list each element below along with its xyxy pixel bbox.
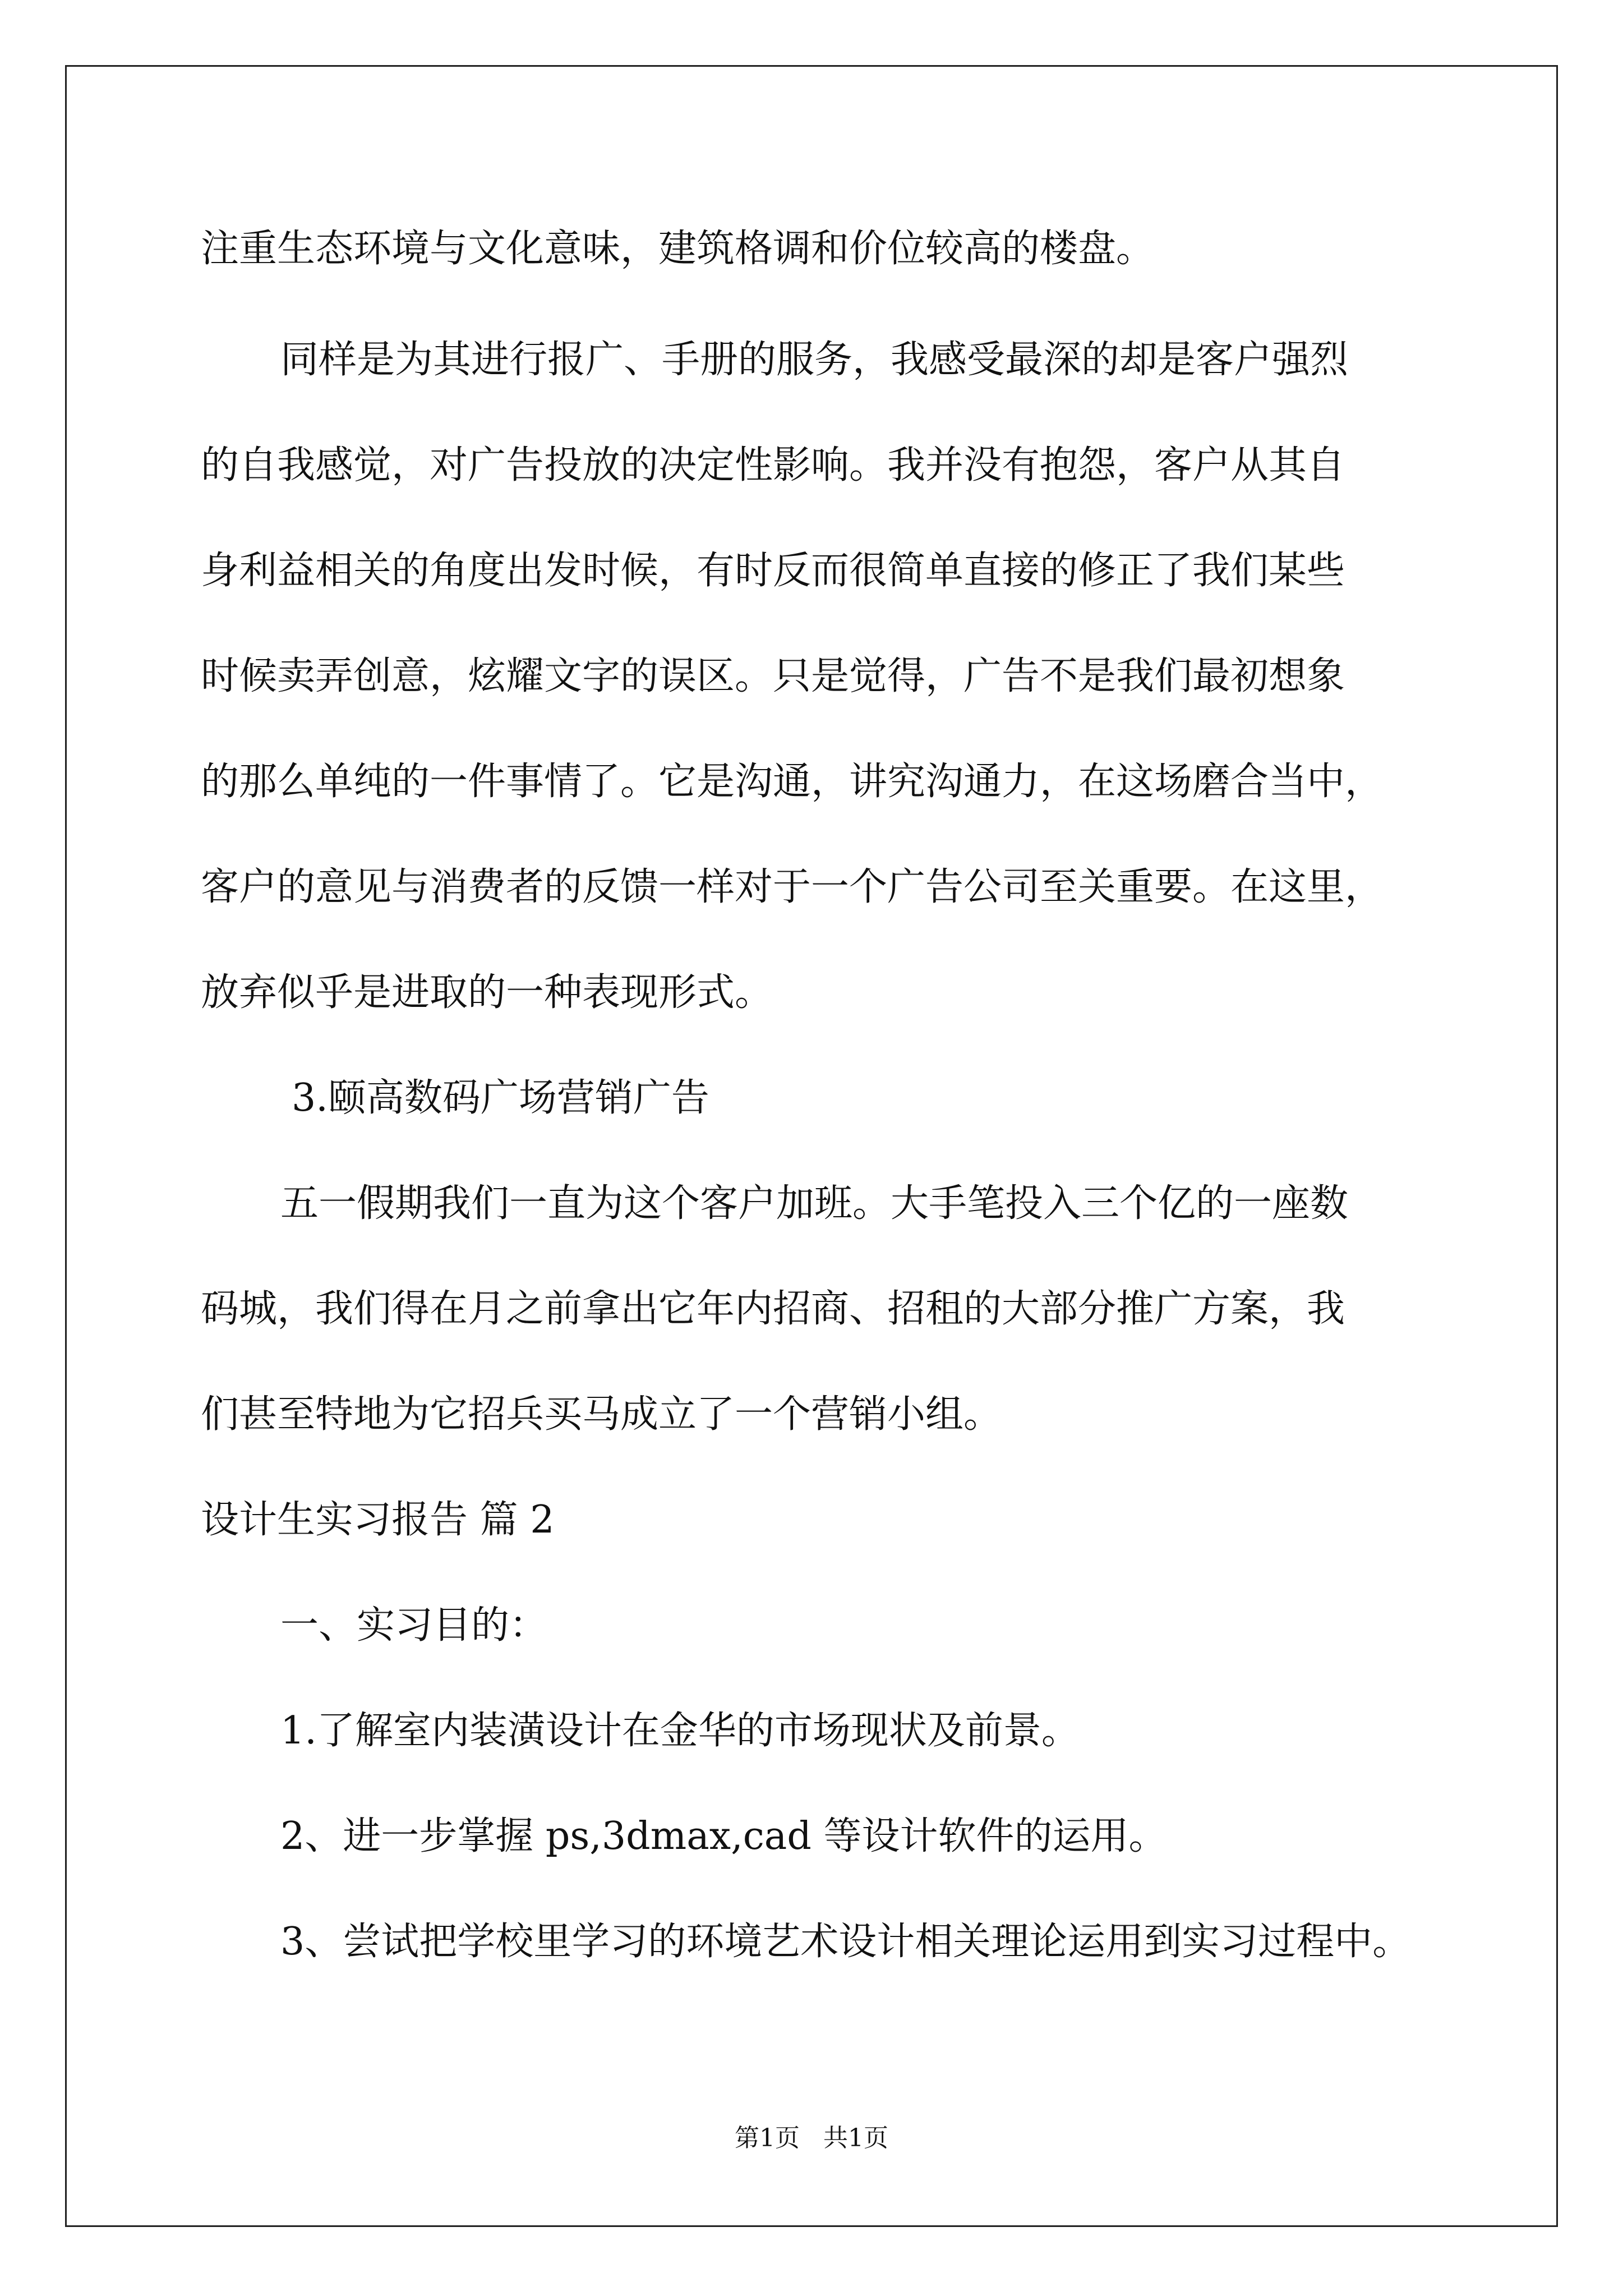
body-text-line: 同样是为其进行报广、手册的服务，我感受最深的却是客户强烈	[280, 338, 1349, 382]
page-footer: 第1页 共1页	[735, 2124, 888, 2152]
list-item: 3、尝试把学校里学习的环境艺术设计相关理论运用到实习过程中。	[280, 1920, 1411, 1964]
document-heading: 设计生实习报告 篇 2	[201, 1498, 555, 1542]
body-text-line: 们甚至特地为它招兵买马成立了一个营销小组。	[201, 1392, 1002, 1437]
body-text-line: 身利益相关的角度出发时候，有时反而很简单直接的修正了我们某些	[201, 549, 1345, 593]
body-text-line: 码城，我们得在月之前拿出它年内招商、招租的大部分推广方案，我	[201, 1287, 1345, 1331]
list-item: 1.了解室内装潢设计在金华的市场现状及前景。	[280, 1709, 1080, 1753]
body-text-line: 的那么单纯的一件事情了。它是沟通，讲究沟通力，在这场磨合当中，	[201, 760, 1384, 804]
body-text-line: 客户的意见与消费者的反馈一样对于一个广告公司至关重要。在这里，	[201, 865, 1384, 909]
section-heading: 3.颐高数码广场营销广告	[292, 1076, 709, 1120]
body-text-line: 注重生态环境与文化意味，建筑格调和价位较高的楼盘。	[201, 227, 1155, 271]
page-border	[65, 65, 1558, 2227]
body-text-line: 五一假期我们一直为这个客户加班。大手笔投入三个亿的一座数	[280, 1181, 1349, 1226]
body-text-line: 的自我感觉，对广告投放的决定性影响。我并没有抱怨，客户从其自	[201, 443, 1345, 487]
body-text-line: 时候卖弄创意，炫耀文字的误区。只是觉得，广告不是我们最初想象	[201, 654, 1345, 698]
section-heading: 一、实习目的：	[280, 1603, 548, 1648]
list-item: 2、进一步掌握 ps,3dmax,cad 等设计软件的运用。	[280, 1814, 1167, 1858]
body-text-line: 放弃似乎是进取的一种表现形式。	[201, 970, 773, 1015]
